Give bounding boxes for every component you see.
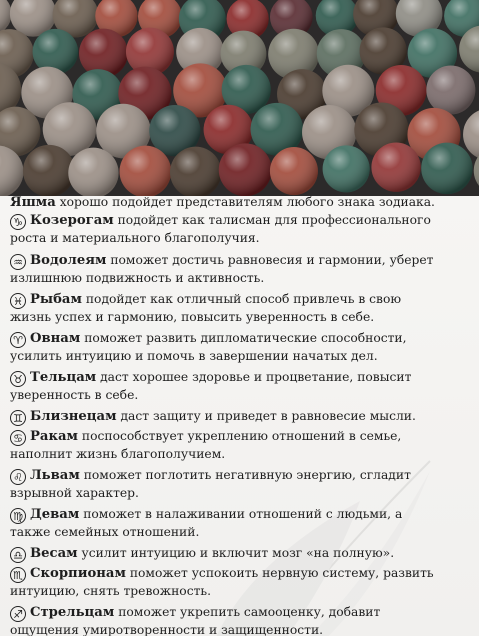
sign-text: поможет успокоить нервную систему, развить [125, 566, 434, 580]
zodiac-description [0, 196, 479, 636]
sign-text: поможет развить дипломатические способности, [80, 331, 407, 345]
bead-shine [68, 148, 118, 196]
sign-name: Рыбам [30, 292, 82, 307]
aries-icon: ♈ [10, 332, 26, 348]
sign-line-cancer [10, 427, 401, 446]
bead-shine [323, 145, 370, 192]
bead-shine [421, 143, 472, 194]
sign-name: Львам [30, 468, 80, 483]
bead-shine [270, 147, 318, 195]
jasper-beads-photo [0, 0, 479, 196]
sign-name: Водолеям [30, 253, 107, 268]
sign-line-sagittarius [10, 603, 380, 622]
sign-line-gemini [10, 407, 416, 426]
sign-name: Овнам [30, 331, 81, 346]
bead-shine [426, 65, 475, 114]
bead-shine [23, 145, 75, 196]
leo-icon: ♌ [10, 469, 26, 485]
sagittarius-icon: ♐ [10, 606, 26, 622]
sign-text: усилит интуицию и включит мозг «на полную». [77, 546, 395, 560]
gemini-icon: ♊ [10, 410, 26, 426]
sign-line-leo [10, 466, 411, 485]
sign-text: поможет в налаживании отношений с людьми, а [79, 507, 403, 521]
sign-cont-taurus: уверенность в себе. [10, 388, 139, 402]
intro-text: хорошо подойдет представителям любого знака зодиака. [55, 196, 435, 209]
sign-line-taurus [10, 368, 411, 387]
sign-name: Скорпионам [30, 566, 126, 581]
sign-cont-cancer: наполнит жизнь благополучием. [10, 447, 226, 461]
sign-text: подойдет как отличный способ привлечь в свою [81, 292, 402, 306]
sign-cont-scorpio: интуицию, снять тревожность. [10, 584, 211, 598]
sign-text: поможет достичь равновесия и гармонии, уберет [106, 253, 434, 267]
sign-cont-leo: взрывной характер. [10, 486, 139, 500]
beads-image [0, 0, 479, 196]
aquarius-icon: ♒ [10, 254, 26, 270]
sign-name: Козерогам [30, 213, 114, 228]
bead-shine [120, 146, 172, 196]
sign-line-capricorn [10, 211, 431, 230]
capricorn-icon: ♑ [10, 214, 26, 230]
bead-shine [33, 29, 79, 75]
taurus-icon: ♉ [10, 371, 26, 387]
sign-cont-sagittarius: ощущения умиротворенности и защищенности. [10, 623, 324, 636]
sign-cont-capricorn: роста и материального благополучия. [10, 231, 260, 245]
sign-line-aquarius [10, 251, 433, 270]
bead-shine [219, 143, 272, 196]
sign-name: Близнецам [30, 409, 117, 424]
sign-cont-pisces: жизнь успех и гармонию, повысить уверенность в себе. [10, 310, 375, 324]
sign-text: поспособствует укреплению отношений в семье, [78, 429, 402, 443]
virgo-icon: ♍ [10, 508, 26, 524]
sign-text: даст хорошее здоровье и процветание, повысит [96, 370, 412, 384]
sign-line-aries [10, 329, 407, 348]
sign-line-libra [10, 544, 394, 563]
sign-text: поможет поглотить негативную энергию, сгладит [79, 468, 411, 482]
sign-cont-aries: усилить интуицию и помочь в завершении начатых дел. [10, 349, 378, 363]
sign-name: Стрельцам [30, 605, 115, 620]
intro-stone-name: Яшма [10, 196, 56, 210]
sign-name: Ракам [30, 429, 78, 444]
sign-name: Тельцам [30, 370, 97, 385]
libra-icon: ♎ [10, 547, 26, 563]
sign-name: Девам [30, 507, 80, 522]
intro-line [10, 196, 435, 212]
sign-text: даст защиту и приведет в равновесие мысли. [116, 409, 416, 423]
sign-text: поможет укрепить самооценку, добавит [114, 605, 381, 619]
sign-line-scorpio [10, 564, 434, 583]
scorpio-icon: ♏ [10, 567, 26, 583]
sign-cont-aquarius: излишнюю подвижность и активность. [10, 271, 265, 285]
sign-text: подойдет как талисман для профессионального [113, 213, 431, 227]
sign-line-virgo [10, 505, 402, 524]
cancer-icon: ♋ [10, 430, 26, 446]
sign-line-pisces [10, 290, 401, 309]
sign-name: Весам [30, 546, 78, 561]
bead-shine [170, 147, 221, 196]
bead-shine [371, 143, 420, 192]
sign-cont-virgo: также семейных отношений. [10, 525, 200, 539]
pisces-icon: ♓ [10, 293, 26, 309]
